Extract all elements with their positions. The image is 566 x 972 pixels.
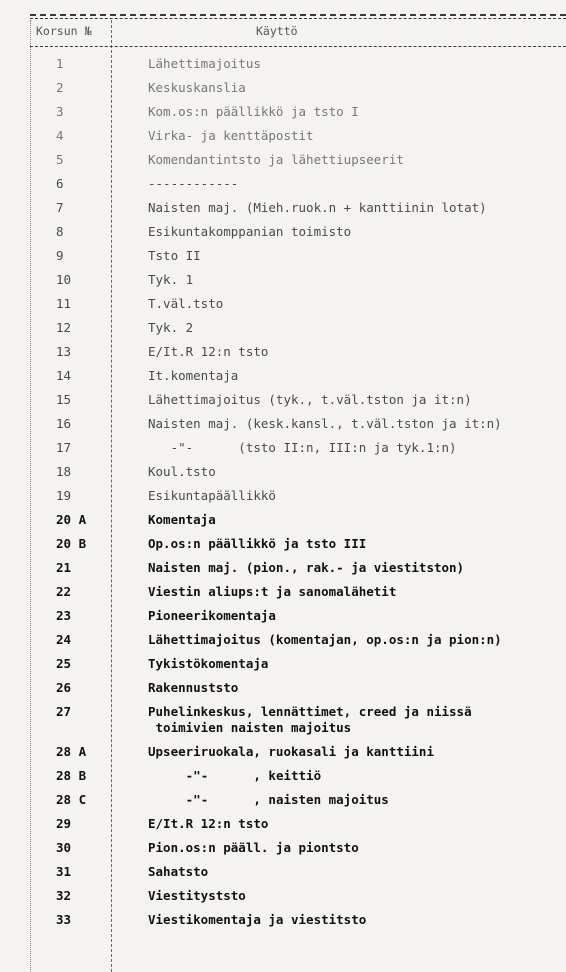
room-number: 10 (56, 272, 72, 287)
table-row (0, 52, 566, 76)
table-row (0, 764, 566, 788)
room-use: Naisten maj. (kesk.kansl., t.väl.tston ja it:n) (148, 416, 502, 431)
room-number: 19 (56, 488, 72, 503)
room-number: 4 (56, 128, 64, 143)
table-row (0, 860, 566, 884)
room-number: 33 (56, 912, 72, 927)
table-row (0, 124, 566, 148)
room-number: 16 (56, 416, 72, 431)
room-use: Rakennuststo (148, 680, 239, 695)
room-use: Puhelinkeskus, lennättimet, creed ja niissä toimivien naisten majoitus (148, 704, 472, 735)
table-row (0, 532, 566, 556)
table-row (0, 884, 566, 908)
room-use: -"- , keittiö (148, 768, 322, 783)
room-use: Naisten maj. (pion., rak.- ja viestitston) (148, 560, 465, 575)
room-use: Tykistökomentaja (148, 656, 269, 671)
room-number: 1 (56, 56, 64, 71)
room-number: 28 B (56, 768, 87, 783)
table-row (0, 340, 566, 364)
room-number: 20 A (56, 512, 87, 527)
top-rule (30, 14, 566, 16)
room-use: Tsto II (148, 248, 201, 263)
header-number: Korsun № (36, 24, 92, 38)
room-use: T.väl.tsto (148, 296, 224, 311)
room-use: Viestin aliups:t ja sanomalähetit (148, 584, 397, 599)
room-use: Sahatsto (148, 864, 209, 879)
room-use: Esikuntapäällikkö (148, 488, 276, 503)
table-body (0, 52, 566, 932)
room-use: Pion.os:n pääll. ja piontsto (148, 840, 359, 855)
room-number: 24 (56, 632, 72, 647)
room-use: E/It.R 12:n tsto (148, 816, 269, 831)
room-number: 18 (56, 464, 72, 479)
room-number: 26 (56, 680, 72, 695)
room-use: Tyk. 1 (148, 272, 194, 287)
room-use: Lähettimajoitus (komentajan, op.os:n ja pion:n) (148, 632, 502, 647)
table-row (0, 196, 566, 220)
table-header (0, 24, 566, 44)
table-row (0, 604, 566, 628)
room-use: Koul.tsto (148, 464, 216, 479)
room-use: Komendantintsto ja lähettiupseerit (148, 152, 404, 167)
room-number: 30 (56, 840, 72, 855)
room-number: 15 (56, 392, 72, 407)
room-number: 20 B (56, 536, 87, 551)
room-use: Pioneerikomentaja (148, 608, 276, 623)
room-number: 17 (56, 440, 72, 455)
room-use: It.komentaja (148, 368, 239, 383)
room-use: E/It.R 12:n tsto (148, 344, 269, 359)
table-row (0, 484, 566, 508)
table-row (0, 788, 566, 812)
header-rule (30, 46, 566, 47)
table-row (0, 412, 566, 436)
table-row (0, 76, 566, 100)
table-row (0, 836, 566, 860)
table-row (0, 244, 566, 268)
header-use: Käyttö (256, 24, 298, 38)
room-use: Lähettimajoitus (tyk., t.väl.tston ja it:n) (148, 392, 472, 407)
room-number: 8 (56, 224, 64, 239)
table-row (0, 172, 566, 196)
room-number: 31 (56, 864, 72, 879)
room-use: Viestityststo (148, 888, 246, 903)
table-row (0, 628, 566, 652)
top-rule-thin (30, 18, 566, 19)
table-row (0, 364, 566, 388)
table-row (0, 100, 566, 124)
table-row (0, 220, 566, 244)
room-use: Viestikomentaja ja viestitsto (148, 912, 367, 927)
room-use: Op.os:n päällikkö ja tsto III (148, 536, 367, 551)
table-row (0, 148, 566, 172)
room-number: 13 (56, 344, 72, 359)
room-number: 29 (56, 816, 72, 831)
room-number: 11 (56, 296, 72, 311)
table-row (0, 388, 566, 412)
room-use: Naisten maj. (Mieh.ruok.n + kanttiinin lotat) (148, 200, 487, 215)
table-row (0, 268, 566, 292)
table-row (0, 556, 566, 580)
room-number: 25 (56, 656, 72, 671)
room-number: 28 A (56, 744, 87, 759)
room-use: -"- , naisten majoitus (148, 792, 389, 807)
room-use: Lähettimajoitus (148, 56, 261, 71)
room-number: 28 C (56, 792, 87, 807)
room-use: ------------ (148, 176, 239, 191)
room-use: Virka- ja kenttäpostit (148, 128, 314, 143)
table-row (0, 908, 566, 932)
room-number: 23 (56, 608, 72, 623)
room-number: 2 (56, 80, 64, 95)
room-number: 14 (56, 368, 72, 383)
room-number: 3 (56, 104, 64, 119)
room-number: 32 (56, 888, 72, 903)
room-use: Kom.os:n päällikkö ja tsto I (148, 104, 359, 119)
table-row (0, 580, 566, 604)
room-number: 12 (56, 320, 72, 335)
table-row (0, 812, 566, 836)
room-use: -"- (tsto II:n, III:n ja tyk.1:n) (148, 440, 457, 455)
room-use: Upseeriruokala, ruokasali ja kanttiini (148, 744, 434, 759)
room-use: Tyk. 2 (148, 320, 194, 335)
room-number: 7 (56, 200, 64, 215)
table-row (0, 676, 566, 700)
room-use: Esikuntakomppanian toimisto (148, 224, 352, 239)
room-number: 6 (56, 176, 64, 191)
table-row (0, 436, 566, 460)
table-row (0, 316, 566, 340)
table-row (0, 460, 566, 484)
table-row (0, 700, 566, 740)
room-use: Keskuskanslia (148, 80, 246, 95)
table-row (0, 652, 566, 676)
room-number: 5 (56, 152, 64, 167)
room-number: 21 (56, 560, 72, 575)
table-row (0, 292, 566, 316)
room-number: 27 (56, 704, 72, 719)
room-number: 22 (56, 584, 72, 599)
table-row (0, 508, 566, 532)
room-number: 9 (56, 248, 64, 263)
table-row (0, 740, 566, 764)
room-use: Komentaja (148, 512, 216, 527)
